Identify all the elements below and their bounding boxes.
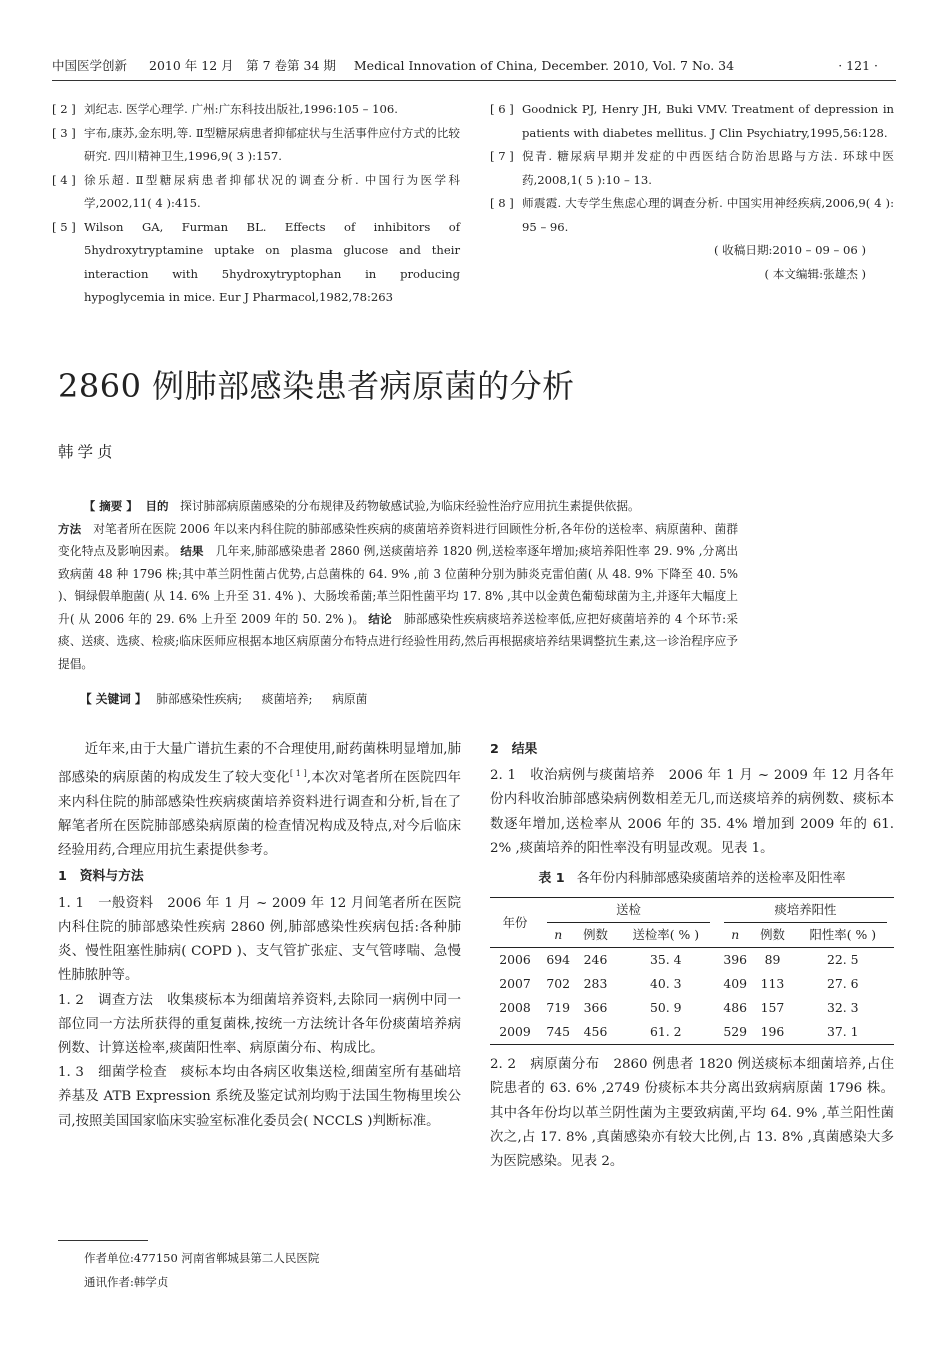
table-cell: 283 — [583, 976, 608, 992]
reference-item — [490, 145, 894, 192]
section-heading: 2 结果 — [490, 742, 538, 757]
table-header: 阳性率( % ) — [792, 923, 894, 948]
table-cell: 2009 — [490, 1020, 540, 1045]
keyword-item: 病原菌 — [332, 692, 368, 706]
author-affiliation: 作者单位:477150 河南省郸城县第二人民医院 — [84, 1251, 320, 1265]
running-header — [52, 56, 892, 76]
journal-name-en: Medical Innovation of China, December. 2010, Vol. 7 No. 34 — [353, 58, 735, 73]
table-caption — [490, 867, 894, 891]
paragraph-1-3: 1. 3 细菌学检查 痰标本均由各病区收集送检,细菌室所有基础培养基及 ATB Expression 系统及鉴定试剂均购于法国生物梅里埃公司,按照美国国家临床实验室标准化委员会( NCCLS )判断标准。 — [58, 1065, 461, 1129]
issue-info-cn: 2010 年 12 月 第 7 卷第 34 期 — [149, 58, 336, 73]
footnote-divider — [58, 1240, 148, 1241]
reference-number: [ 5 ] — [52, 219, 76, 234]
results-text: 几年来,肺部感染患者 2860 例,送痰菌培养 1820 例,送检率逐年增加;痰培养阳性率 29. 9% ,分离出致病菌 48 种 1796 株;其中革兰阴性菌占优势,占总菌株的 64. 9% ,前 3 位菌种分别为肺炎克雷伯菌( 从 48. 9% 下降至 40. 5% )、铜绿假单胞菌( 从 14. 6% 上升至 31. 4% )、大肠埃希菌;革兰阳性菌平均 17. 8% ,其中以金黄色葡萄球菌为主,并逐年大幅度上升( 从 2006 年的 29. 6% 上升至 2009 年的 50. 2% )。 — [58, 544, 739, 626]
table-header: n — [717, 923, 753, 948]
reference-number: [ 2 ] — [52, 102, 76, 116]
keyword-item: 痰菌培养; — [261, 692, 313, 706]
table-cell: 2006 — [499, 952, 531, 968]
intro-text: 近年来,由于大量广谱抗生素的不合理使用,耐药菌株明显增加,肺部感染的病原菌的构成发生了较大变化 — [58, 742, 461, 786]
methods-label: 方法 — [58, 521, 82, 536]
table-cell: 719 — [546, 1000, 571, 1016]
table-1 — [490, 897, 894, 1045]
table-cell: 529 — [717, 1020, 753, 1045]
table-cell: 27. 6 — [827, 976, 859, 992]
table-cell: 396 — [723, 952, 748, 968]
references-left-column — [52, 98, 460, 310]
paragraph-2-1: 2. 1 收治病例与痰菌培养 2006 年 1 月 ~ 2009 年 12 月各年份内科收治肺部感染病例数相差无几,而送痰培养的病例数、痰标本数逐年增加,送检率从 2006 年的 35. 4% 增加到 2009 年的 61. 2% ,痰菌培养的阳性率没有明显改观。见表 1。 — [490, 768, 894, 856]
journal-name-cn: 中国医学创新 — [52, 58, 128, 73]
author-name: 韩学贞 — [58, 443, 117, 461]
reference-text: Wilson GA, Furman BL. Effects of inhibitors of 5hydroxytryptamine uptake on plasma glucose and their interaction with 5hydroxytryptophan in producing hypoglycemia in mice. Eur J Pharmacol,1982,78:263 — [84, 219, 460, 304]
abstract — [58, 495, 738, 675]
table-cell: 745 — [540, 1020, 576, 1045]
footnotes — [84, 1246, 464, 1294]
reference-text: 刘纪志. 医学心理学. 广州:广东科技出版社,1996:105 – 106. — [84, 102, 398, 116]
table-cell: 702 — [546, 976, 571, 992]
citation: [ 1 ] — [289, 769, 307, 779]
reference-number: [ 6 ] — [490, 102, 514, 116]
objective-label: 目的 — [145, 499, 169, 513]
keywords-label: 【 关键词 】 — [80, 692, 147, 706]
table-cell: 89 — [764, 952, 781, 968]
table-cell: 37. 1 — [792, 1020, 894, 1045]
paragraph-1-1: 1. 1 一般资料 2006 年 1 月 ~ 2009 年 12 月间笔者所在医院内科住院的肺部感染性疾病 2860 例,肺部感染性疾病包括:各种肺炎、慢性阻塞性肺病( COPD )、支气管扩张症、支气管哮喘、急慢性肺脓肿等。 — [58, 895, 461, 984]
intro-text-rest: ,本次对笔者所在医院四年来内科住院的肺部感染性疾病痰菌培养资料进行调查和分析,旨在了解笔者所在医院肺部感染病原菌的检查情况构成及特点,对今后临床经验用药,合理应用抗生素提供参考。 — [58, 770, 462, 859]
table-cell: 486 — [723, 1000, 748, 1016]
table-cell: 40. 3 — [650, 976, 682, 992]
reference-item — [490, 98, 894, 145]
table-cell: 32. 3 — [827, 1000, 859, 1016]
objective-text: 探讨肺部病原菌感染的分布规律及药物敏感试验,为临床经验性治疗应用抗生素提供依据。 — [180, 499, 640, 513]
header-divider — [52, 80, 896, 81]
reference-item — [490, 192, 894, 239]
table-row — [490, 972, 894, 996]
table-cell: 2007 — [499, 976, 531, 992]
paragraph-2-2: 2. 2 病原菌分布 2860 例患者 1820 例送痰标本细菌培养,占住院患者的 63. 6% ,2749 份痰标本共分离出致病病原菌 1796 株。其中各年份均以革兰阴性菌为主要致病菌,平均 64. 9% ,革兰阳性菌次之,占 17. 8% ,真菌感染亦有较大比例,占 13. 8% ,真菌感染大多为医院感染。见表 2。 — [490, 1057, 894, 1170]
reference-number: [ 7 ] — [490, 149, 514, 163]
table-group-header: 痰培养阳性 — [717, 898, 894, 924]
editor-note: ( 本文编辑:张雄杰 ) — [764, 266, 866, 281]
table-cell: 61. 2 — [615, 1020, 717, 1045]
table-header-year: 年份 — [490, 898, 540, 948]
table-header: 送检率( % ) — [615, 923, 717, 948]
results-label: 结果 — [180, 544, 204, 558]
body-left-column — [58, 738, 461, 1134]
received-date: ( 收稿日期:2010 – 09 – 06 ) — [713, 243, 866, 257]
table-cell: 113 — [760, 976, 785, 992]
reference-item — [52, 216, 460, 310]
table-header: n — [540, 923, 576, 948]
reference-text: 倪青. 糖尿病早期并发症的中西医结合防治思路与方法. 环球中医药,2008,1( 5 ):10 – 13. — [522, 149, 894, 187]
corresponding-author: 通讯作者:韩学贞 — [84, 1275, 169, 1289]
article-title: 2860 例肺部感染患者病原菌的分析 — [58, 367, 575, 405]
intro-paragraph — [58, 738, 461, 863]
reference-text: Goodnick PJ, Henry JH, Buki VMV. Treatment of depression in patients with diabetes mellitus. J Clin Psychiatry,1995,56:128. — [522, 102, 894, 140]
paragraph-1-2: 1. 2 调查方法 收集痰标本为细菌培养资料,去除同一病例中同一部位同一方法所获得的重复菌株,按统一方法统计各年份痰菌培养病例数、计算送检率,痰菌阳性率、病原菌分布、构成比。 — [58, 992, 461, 1056]
table-cell: 694 — [546, 952, 571, 968]
table-cell: 196 — [753, 1020, 791, 1045]
page-number: · 121 · — [838, 58, 878, 73]
reference-item — [52, 98, 460, 122]
table-cell: 366 — [583, 1000, 608, 1016]
conclusion-label: 结论 — [368, 611, 392, 626]
table-header: 例数 — [576, 923, 614, 948]
table-row — [490, 948, 894, 973]
table-cell: 246 — [583, 952, 608, 968]
body-right-column — [490, 738, 894, 1174]
reference-number: [ 4 ] — [52, 172, 76, 187]
table-cell: 22. 5 — [827, 952, 859, 968]
table-cell: 50. 9 — [650, 1000, 682, 1016]
section-heading: 1 资料与方法 — [58, 869, 144, 885]
table-cell: 2008 — [499, 1000, 531, 1016]
reference-item — [52, 169, 460, 216]
conclusion-text: 肺部感染性疾病痰培养送检率低,应把好痰菌培养的 4 个环节:采痰、送痰、选痰、检痰;临床医师应根据本地区病原菌分布特点进行经验性用药,然后再根据痰培养结果调整抗生素,这一诊治程序应予提倡。 — [58, 611, 739, 671]
table-group-header: 送检 — [540, 898, 717, 924]
table-title: 各年份内科肺部感染痰菌培养的送检率及阳性率 — [576, 871, 846, 887]
table-row — [490, 1020, 894, 1045]
reference-text: 师震霞. 大专学生焦虑心理的调查分析. 中国实用神经疾病,2006,9( 4 ): 95 – 96. — [522, 196, 894, 234]
table-header: 例数 — [753, 923, 791, 948]
keyword-item: 肺部感染性疾病; — [156, 692, 243, 706]
methods-text: 对笔者所在医院 2006 年以来内科住院的肺部感染性疾病的痰菌培养资料进行回顾性分析,各年份的送检率、病原菌种、菌群变化特点及影响因素。 — [58, 521, 739, 558]
reference-number: [ 8 ] — [490, 196, 514, 210]
table-cell: 409 — [723, 976, 748, 992]
table-cell: 157 — [760, 1000, 785, 1016]
keywords — [80, 688, 740, 710]
references-right-column — [490, 98, 894, 286]
reference-text: 徐乐超. Ⅱ型糖尿病患者抑郁状况的调查分析. 中国行为医学科学,2002,11( 4 ):415. — [84, 172, 460, 210]
reference-item — [52, 122, 460, 169]
reference-number: [ 3 ] — [52, 125, 76, 140]
table-cell: 456 — [576, 1020, 614, 1045]
table-label: 表 1 — [538, 871, 565, 887]
table-row — [490, 996, 894, 1020]
table-cell: 35. 4 — [650, 952, 682, 968]
reference-text: 宇布,康苏,金东明,等. Ⅱ型糖尿病患者抑郁症状与生活事件应付方式的比较研究. 四川精神卫生,1996,9( 3 ):157. — [84, 125, 460, 163]
abstract-label: 【 摘要 】 — [83, 499, 138, 513]
